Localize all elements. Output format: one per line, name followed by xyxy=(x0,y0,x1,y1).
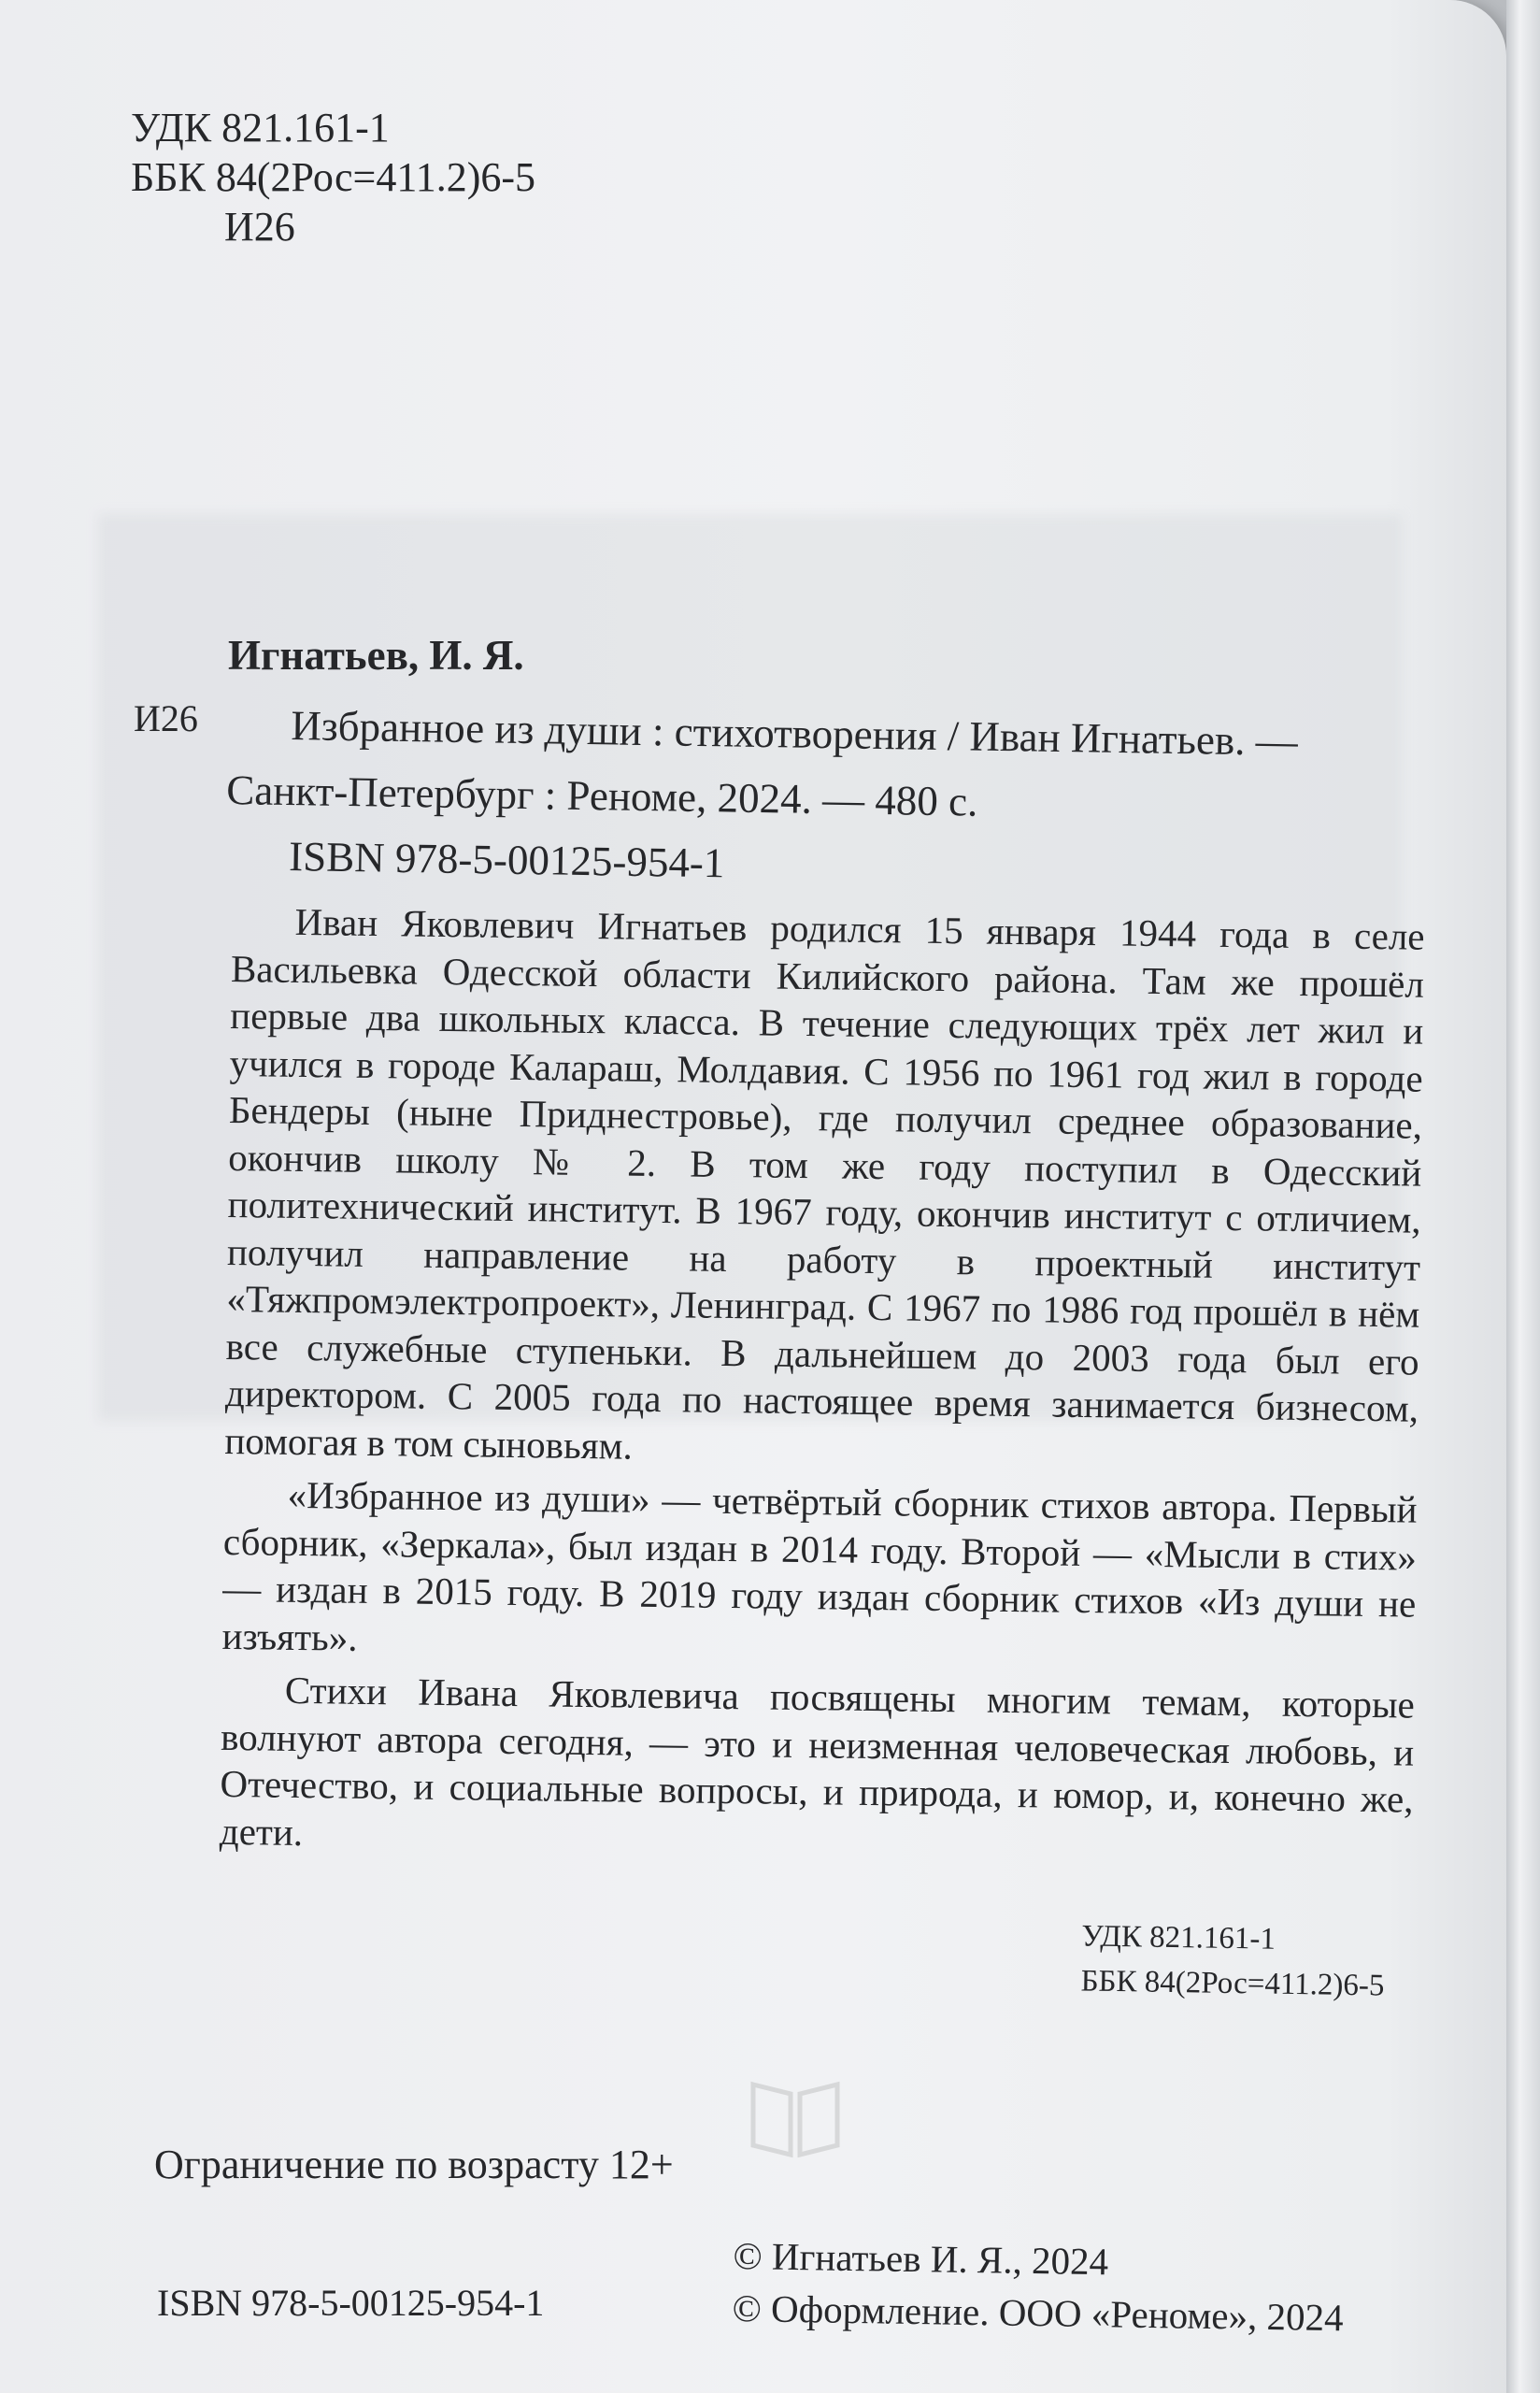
copyright-block xyxy=(732,2229,1345,2343)
annotation xyxy=(220,897,1425,1877)
author-copyright: © Игнатьев И. Я., 2024 xyxy=(733,2233,1109,2284)
bbk-code: ББК 84(2Рос=411.2)6-5 xyxy=(131,154,536,200)
author-index: И26 xyxy=(224,204,295,250)
author-heading: Игнатьев, И. Я. xyxy=(228,632,524,679)
design-copyright: © Оформление. ООО «Реноме», 2024 xyxy=(732,2286,1344,2340)
publisher-logo-icon xyxy=(744,2075,847,2159)
annotation-paragraph: Стихи Ивана Яковлевича посвящены многим темам, которые волнуют автора сегодня, — это и неизменная человеческая любовь, и Отечество, и социальные вопросы, и природа, и юмор, и, конечно же, дети. xyxy=(219,1668,1416,1854)
closing-classification-codes xyxy=(1081,1913,1386,2008)
age-restriction: Ограничение по возрасту 12+ xyxy=(154,2142,674,2187)
annotation-paragraph: Иван Яковлевич Игнатьев родился 15 января 1944 года в селе Васильевка Одесской области Килийского района. Там же прошёл первые два школьных класса. В течение следующих трёх лет жил и учился в городе Калараш, Молдавия. С 1956 по 1961 год жил в городе Бендеры (ныне Приднестровье), где получил среднее образование, окончив школу № 2. В том же году поступил в Одесский политехнический институт. В 1967 году, окончив институт с отличием, получил направление на работу в проектный институт «Тяжпромэлектропроект», Ленинград. С 1967 по 1986 год прошёл в нём все служебные ступеньки. В дальнейшем до 2003 года был его директором. С 2005 года по настоящее время занимается бизнесом, помогая в том сыновьям. xyxy=(224,899,1425,1468)
side-author-index: И26 xyxy=(134,697,198,739)
title-line: Избранное из души : стихотворения / Иван Игнатьев. — xyxy=(291,702,1299,765)
closing-udk-code: УДК 821.161-1 xyxy=(1081,1919,1276,1956)
page-edge xyxy=(1506,0,1540,2393)
closing-bbk-code: ББК 84(2Рос=411.2)6-5 xyxy=(1080,1964,1385,2003)
isbn-line: ISBN 978-5-00125-954-1 xyxy=(288,833,725,887)
udk-code: УДК 821.161-1 xyxy=(131,105,390,150)
classification-codes xyxy=(131,103,535,251)
annotation-paragraph: «Избранное из души» — четвёртый сборник стихов автора. Первый сборник, «Зеркала», был издан в 2014 году. Второй — «Мысли в стих» — издан в 2015 году. В 2019 году издан сборник стихов «Из души не изъять». xyxy=(221,1472,1418,1659)
bibliographic-record xyxy=(225,692,1299,905)
isbn-footer: ISBN 978-5-00125-954-1 xyxy=(157,2282,545,2324)
imprint-line: Санкт-Петербург : Реноме, 2024. — 480 с. xyxy=(225,766,978,825)
